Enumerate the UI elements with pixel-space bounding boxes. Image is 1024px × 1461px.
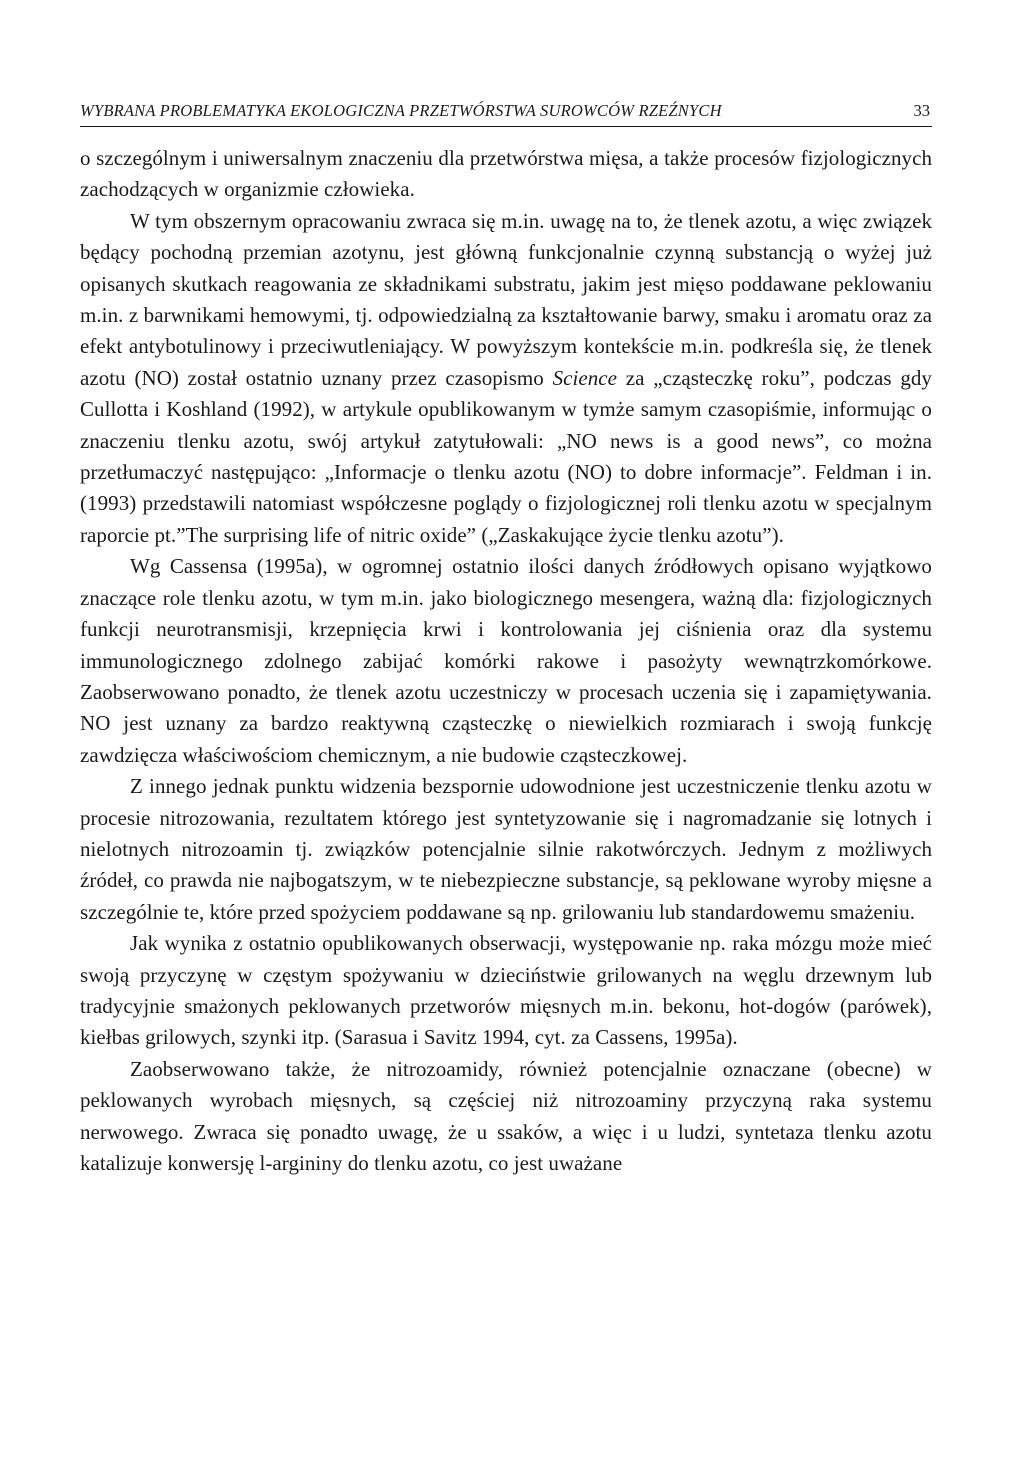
document-page — [80, 100, 932, 1179]
body-text — [80, 143, 932, 1179]
paragraph-rak-mozgu: Jak wynika z ostatnio opublikowanych obserwacji, występowanie np. raka mózgu może mieć swoją przyczynę w częstym spożywaniu w dzieciństwie grilowanych na węglu drzewnym lub tradycyjnie smażonych peklowanych przetworów mięsnych m.in. bekonu, hot-dogów (parówek), kiełbas grilowych, szynki itp. (Sarasua i Savitz 1994, cyt. za Cassens, 1995a). — [80, 931, 932, 1050]
running-header — [80, 100, 932, 127]
paragraph-tlenek-azotu-science — [80, 206, 932, 551]
running-header-title: WYBRANA PROBLEMATYKA EKOLOGICZNA PRZETWÓRSTWA SUROWCÓW RZEŹNYCH — [80, 101, 722, 120]
paragraph-nitrozoamidy: Zaobserwowano także, że nitrozoamidy, również potencjalnie oznaczane (obecne) w peklowanych wyrobach mięsnych, są częściej niż nitrozoaminy przyczyną raka systemu nerwowego. Zwraca się ponadto uwagę, że u ssaków, a więc i u ludzi, syntetaza tlenku azotu katalizuje konwersję l-argininy do tlenku azotu, co jest uważane — [80, 1056, 932, 1175]
paragraph-nitrozowanie: Z innego jednak punktu widzenia bezspornie udowodnione jest uczestniczenie tlenku azotu w procesie nitrozowania, rezultatem którego jest syntetyzowanie się i nagromadzanie się lotnych i nielotnych nitrozoamin tj. związków potencjalnie silnie rakotwórczych. Jednym z możliwych źródeł, co prawda nie najbogatszym, w te niebezpieczne substancje, są peklowane wyroby mięsne a szczególnie te, które przed spożyciem poddawane są np. grilowaniu lub standardowemu smażeniu. — [80, 774, 932, 924]
page-number: 33 — [913, 101, 930, 120]
paragraph-text-part: za „cząsteczkę roku”, podczas gdy Cullotta i Koshland (1992), w artykule opublikowanym w tymże samym czasopiśmie, informując o znaczeniu tlenku azotu, swój artykuł zatytułowali: „NO news is a good news”, co można przetłumaczyć następująco: „Informacje o tlenku azotu (NO) to dobre informacje”. Feldman i in. (1993) przedstawili natomiast współczesne poglądy o fizjologicznej roli tlenku azotu w specjalnym raporcie pt.”The surprising life of nitric oxide” („Zaskakujące życie tlenku azotu”). — [80, 365, 932, 547]
paragraph-continued: o szczególnym i uniwersalnym znaczeniu dla przetwórstwa mięsa, a także procesów fizjologicznych zachodzących w organizmie człowieka. — [80, 146, 932, 202]
journal-title-italic: Science — [552, 365, 618, 390]
paragraph-cassens: Wg Cassensa (1995a), w ogromnej ostatnio ilości danych źródłowych opisano wyjątkowo znaczące role tlenku azotu, w tym m.in. jako biologicznego mesengera, ważną dla: fizjologicznych funkcji neurotransmisji, krzepnięcia krwi i kontrolowania jej ciśnienia oraz dla systemu immunologicznego zdolnego zabijać komórki rakowe i pasożyty wewnątrzkomórkowe. Zaobserwowano ponadto, że tlenek azotu uczestniczy w procesach uczenia się i zapamiętywania. NO jest uznany za bardzo reaktywną cząsteczkę o niewielkich rozmiarach i swoją funkcję zawdzięcza właściwościom chemicznym, a nie budowie cząsteczkowej. — [80, 554, 932, 767]
paragraph-text-part: W tym obszernym opracowaniu zwraca się m.in. uwagę na to, że tlenek azotu, a więc związek będący pochodną przemian azotynu, jest główną funkcjonalnie czynną substancją o wyżej już opisanych skutkach reagowania ze składnikami substratu, jakim jest mięso poddawane peklowaniu m.in. z barwnikami hemowymi, tj. odpowiedzialną za kształtowanie barwy, smaku i aromatu oraz za efekt antybotulinowy i przeciwutleniający. W powyższym kontekście m.in. podkreśla się, że tlenek azotu (NO) został ostatnio uznany przez czasopismo — [80, 208, 932, 390]
